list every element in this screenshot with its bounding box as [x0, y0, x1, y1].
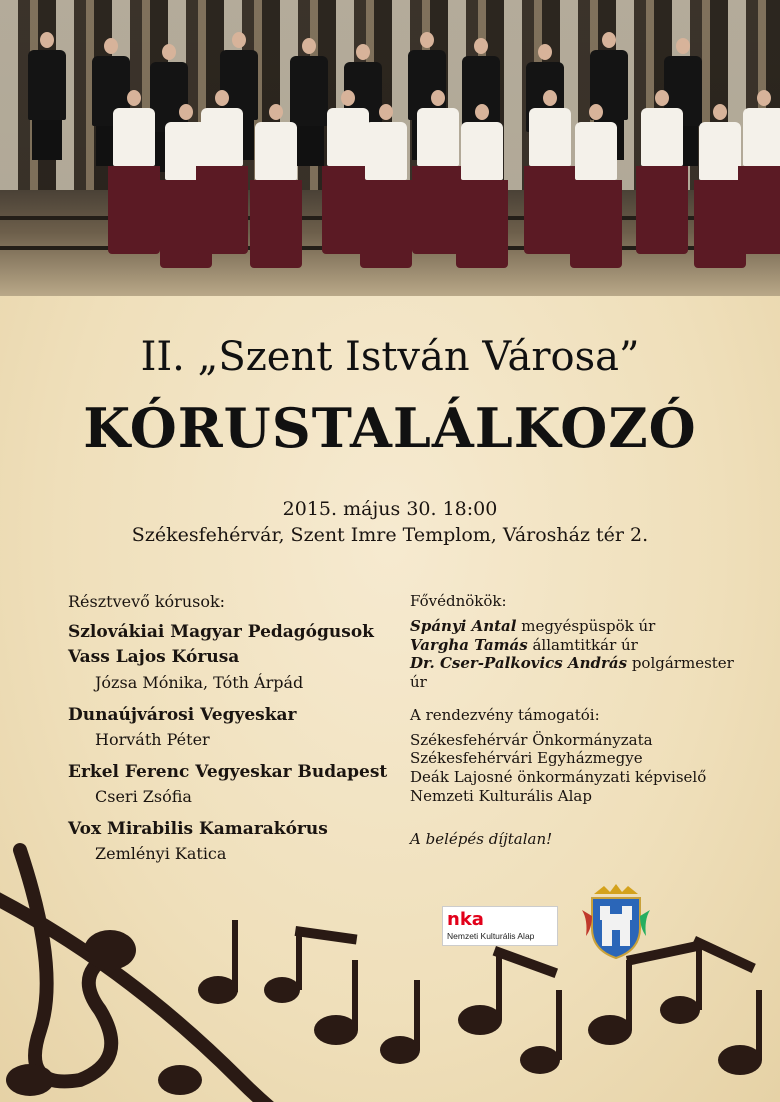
event-date: 2015. május 30. 18:00	[282, 498, 498, 520]
patron-name: Spányi Antal	[410, 616, 517, 635]
choir-singer	[524, 90, 576, 254]
choir-singer	[28, 32, 66, 160]
supporter-item: Székesfehérvári Egyházmegye	[410, 749, 643, 768]
choir-singer	[250, 104, 302, 268]
choir-name: Erkel Ferenc Vegyeskar Budapest	[68, 761, 388, 782]
choir-singer	[108, 90, 160, 254]
nka-logo-mark: nka	[447, 909, 484, 930]
patrons-heading: Fővédnökök:	[410, 592, 507, 610]
patron-item	[410, 654, 750, 692]
choir-singer	[196, 90, 248, 254]
patron-name: Vargha Tamás	[410, 635, 528, 654]
choir-singer	[636, 90, 688, 254]
patron-name: Dr. Cser-Palkovics András	[410, 654, 628, 673]
choir-conductor: Horváth Péter	[95, 729, 210, 749]
supporters-heading: A rendezvény támogatói:	[410, 705, 600, 724]
supporters-section	[410, 706, 750, 806]
nka-logo-text: Nemzeti Kulturális Alap	[447, 931, 535, 941]
choir-item	[68, 622, 398, 693]
music-notes-decoration	[0, 830, 780, 1102]
patrons-section	[410, 592, 750, 848]
choir-singer	[456, 104, 508, 268]
patron-item	[410, 636, 750, 655]
patron-role: polgármester úr	[410, 654, 734, 691]
choir-name-cont: Vass Lajos Kórusa	[68, 647, 240, 668]
choir-conductor: Cseri Zsófia	[95, 787, 192, 806]
choir-item	[68, 762, 398, 807]
choir-name: Szlovákiai Magyar Pedagógusok	[68, 622, 374, 642]
choir-singer	[738, 90, 780, 254]
choir-conductor: Zemlényi Katica	[95, 844, 227, 864]
patron-item	[410, 617, 750, 636]
choir-singer	[360, 104, 412, 268]
choir-conductor: Józsa Mónika, Tóth Árpád	[95, 672, 304, 692]
choir-singer	[570, 104, 622, 268]
supporter-item: Deák Lajosné önkormányzati képviselő	[410, 768, 707, 786]
supporter-item: Nemzeti Kulturális Alap	[410, 786, 592, 805]
patron-role: államtitkár úr	[532, 635, 638, 654]
choir-name: Dunaújvárosi Vegyeskar	[68, 704, 297, 725]
free-entry-note: A belépés díjtalan!	[410, 829, 553, 848]
choir-photo	[0, 0, 780, 296]
event-title-line1: II. „Szent István Városa”	[140, 334, 640, 380]
event-place: Székesfehérvár, Szent Imre Templom, Városház tér 2.	[131, 524, 649, 546]
patron-role: megyéspüspök úr	[521, 616, 656, 635]
event-title-line2: KÓRUSTALÁLKOZÓ	[83, 396, 697, 460]
supporter-item: Székesfehérvár Önkormányzata	[410, 730, 653, 749]
choir-item	[68, 705, 398, 750]
participants-heading: Résztvevő kórusok:	[68, 592, 226, 611]
choir-name: Vox Mirabilis Kamarakórus	[68, 819, 328, 839]
